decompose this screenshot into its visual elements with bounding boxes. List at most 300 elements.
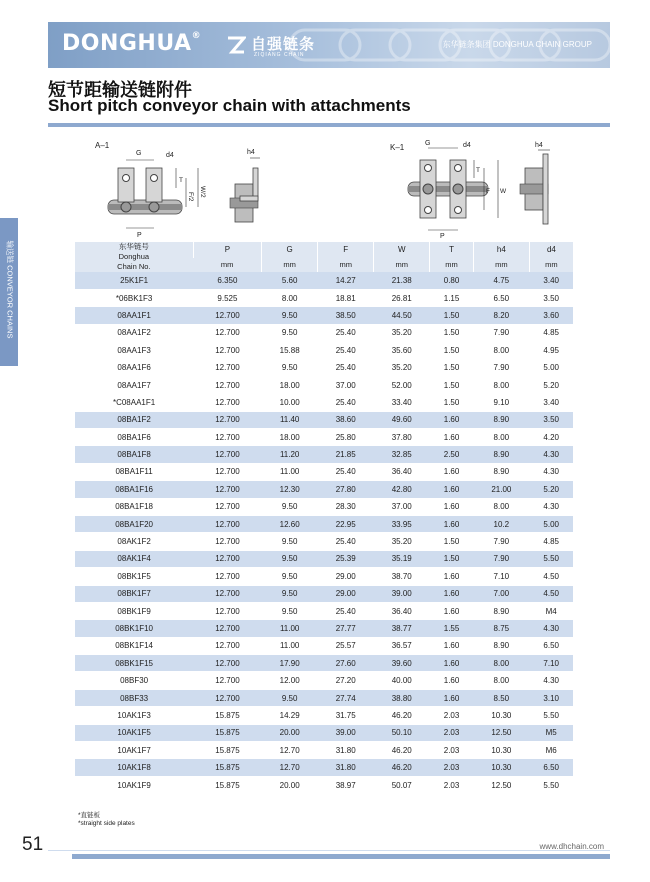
table-row <box>75 602 573 619</box>
table-row <box>75 707 573 724</box>
chain-no-cell: 08BF30 <box>75 672 193 689</box>
value-cell: 1.60 <box>430 655 474 672</box>
value-cell: 29.00 <box>318 585 374 602</box>
value-cell: 12.70 <box>262 742 318 759</box>
value-cell: 3.40 <box>529 394 573 411</box>
chain-no-cell: 08BA1F8 <box>75 446 193 463</box>
chain-no-cell: 08AK1F4 <box>75 550 193 567</box>
value-cell: 8.75 <box>473 620 529 637</box>
col-header: G <box>262 242 318 258</box>
value-cell: 10.2 <box>473 515 529 532</box>
chain-no-cell: 10AK1F8 <box>75 759 193 776</box>
value-cell: 4.30 <box>529 463 573 480</box>
value-cell: 3.50 <box>529 289 573 306</box>
value-cell: 21.38 <box>374 272 430 289</box>
value-cell: 50.07 <box>374 776 430 793</box>
value-cell: 8.90 <box>473 463 529 480</box>
table-row <box>75 289 573 306</box>
value-cell: 8.20 <box>473 307 529 324</box>
unit-cell: mm <box>220 260 234 270</box>
unit-cell: mm <box>430 258 474 272</box>
brand-chinese-name: 自强链条 <box>251 36 316 53</box>
value-cell: 9.50 <box>262 359 318 376</box>
value-cell: 1.50 <box>430 324 474 341</box>
value-cell: M6 <box>529 742 573 759</box>
chain-no-cell: 08AA1F6 <box>75 359 193 376</box>
value-cell: 3.10 <box>529 689 573 706</box>
chain-no-cell: 08BF33 <box>75 689 193 706</box>
table-row <box>75 585 573 602</box>
value-cell: 33.95 <box>374 515 430 532</box>
value-cell: 4.50 <box>529 568 573 585</box>
value-cell: 7.00 <box>473 585 529 602</box>
value-cell: M5 <box>529 724 573 741</box>
value-cell: 7.10 <box>473 568 529 585</box>
value-cell: 31.75 <box>318 707 374 724</box>
value-cell: 5.00 <box>529 515 573 532</box>
value-cell: 10.30 <box>473 759 529 776</box>
value-cell: 1.50 <box>430 342 474 359</box>
value-cell: 8.00 <box>473 672 529 689</box>
value-cell: 1.15 <box>430 289 474 306</box>
value-cell: 36.57 <box>374 637 430 654</box>
value-cell: 15.875 <box>193 776 261 793</box>
value-cell: 12.700 <box>193 463 261 480</box>
value-cell: 12.700 <box>193 429 261 446</box>
chain-no-cell: 08BK1F5 <box>75 568 193 585</box>
value-cell: 12.30 <box>262 481 318 498</box>
table-row <box>75 550 573 567</box>
value-cell: 12.700 <box>193 446 261 463</box>
value-cell: 12.700 <box>193 689 261 706</box>
value-cell: 1.60 <box>430 568 474 585</box>
value-cell: 5.50 <box>529 707 573 724</box>
value-cell: 1.50 <box>430 550 474 567</box>
value-cell: 38.97 <box>318 776 374 793</box>
unit-cell: mm <box>262 258 318 272</box>
value-cell: 4.30 <box>529 672 573 689</box>
value-cell: 27.20 <box>318 672 374 689</box>
value-cell: 12.700 <box>193 568 261 585</box>
col-header: h4 <box>473 242 529 258</box>
value-cell: 12.700 <box>193 637 261 654</box>
dim-t-right: T <box>476 167 480 174</box>
chain-no-cell: 25K1F1 <box>75 272 193 289</box>
value-cell: 7.90 <box>473 550 529 567</box>
table-row <box>75 463 573 480</box>
footnote-cn: *直链板 <box>78 812 101 819</box>
value-cell: 5.60 <box>262 272 318 289</box>
value-cell: 11.00 <box>262 463 318 480</box>
unit-cell: mm <box>473 258 529 272</box>
col-header: F <box>318 242 374 258</box>
table-row <box>75 637 573 654</box>
table-row <box>75 481 573 498</box>
value-cell: 11.00 <box>262 637 318 654</box>
table-row <box>75 689 573 706</box>
value-cell: 12.700 <box>193 481 261 498</box>
value-cell: 1.50 <box>430 533 474 550</box>
chain-no-cell: 08BK1F9 <box>75 602 193 619</box>
value-cell: 6.50 <box>529 637 573 654</box>
header-banner <box>48 22 610 68</box>
value-cell: 1.60 <box>430 602 474 619</box>
value-cell: 25.80 <box>318 429 374 446</box>
value-cell: 38.60 <box>318 411 374 428</box>
value-cell: 4.30 <box>529 498 573 515</box>
table-row <box>75 429 573 446</box>
value-cell: 3.60 <box>529 307 573 324</box>
table-row <box>75 498 573 515</box>
value-cell: 3.40 <box>529 272 573 289</box>
value-cell: 9.10 <box>473 394 529 411</box>
value-cell: 5.00 <box>529 359 573 376</box>
page-title-chinese: 短节距输送链附件 <box>48 80 192 101</box>
table-row <box>75 655 573 672</box>
value-cell: 5.20 <box>529 376 573 393</box>
value-cell: 9.50 <box>262 533 318 550</box>
table-row <box>75 672 573 689</box>
table-row <box>75 742 573 759</box>
footer-divider <box>48 850 610 851</box>
value-cell: 1.50 <box>430 394 474 411</box>
website-url: www.dhchain.com <box>539 842 604 851</box>
value-cell: 12.700 <box>193 672 261 689</box>
col-header: P <box>193 242 261 258</box>
chain-no-cell: 08BA1F6 <box>75 429 193 446</box>
value-cell: 27.60 <box>318 655 374 672</box>
value-cell: 10.00 <box>262 394 318 411</box>
value-cell: 42.80 <box>374 481 430 498</box>
value-cell: 18.00 <box>262 429 318 446</box>
value-cell: 12.00 <box>262 672 318 689</box>
value-cell: 4.95 <box>529 342 573 359</box>
brand-name: DONGHUA® <box>62 31 202 56</box>
dim-f-right: F <box>486 188 490 195</box>
chain-no-cell: 08BK1F7 <box>75 585 193 602</box>
value-cell: 8.00 <box>473 342 529 359</box>
value-cell: 8.50 <box>473 689 529 706</box>
table-row <box>75 568 573 585</box>
value-cell: 1.60 <box>430 411 474 428</box>
value-cell: 1.50 <box>430 376 474 393</box>
value-cell: 12.700 <box>193 307 261 324</box>
value-cell: 11.20 <box>262 446 318 463</box>
value-cell: 18.00 <box>262 376 318 393</box>
value-cell: 10.30 <box>473 742 529 759</box>
value-cell: 10.30 <box>473 707 529 724</box>
value-cell: 9.50 <box>262 550 318 567</box>
value-cell: 37.00 <box>318 376 374 393</box>
table-row <box>75 324 573 341</box>
table-row <box>75 307 573 324</box>
value-cell: 15.875 <box>193 724 261 741</box>
value-cell: 39.60 <box>374 655 430 672</box>
value-cell: 35.20 <box>374 324 430 341</box>
page-title-english: Short pitch conveyor chain with attachments <box>48 96 411 115</box>
value-cell: 14.27 <box>318 272 374 289</box>
value-cell: 38.80 <box>374 689 430 706</box>
unit-cell: mm <box>374 258 430 272</box>
value-cell: 1.60 <box>430 463 474 480</box>
value-cell: 12.700 <box>193 498 261 515</box>
dim-d4-right: d4 <box>463 142 471 149</box>
col-header: W <box>374 242 430 258</box>
value-cell: 1.60 <box>430 515 474 532</box>
chain-no-cell: 08AA1F1 <box>75 307 193 324</box>
value-cell: 4.30 <box>529 446 573 463</box>
value-cell: 21.00 <box>473 481 529 498</box>
attachment-diagrams <box>90 138 590 240</box>
value-cell: 2.03 <box>430 742 474 759</box>
table-row <box>75 376 573 393</box>
value-cell: 38.70 <box>374 568 430 585</box>
value-cell: 15.88 <box>262 342 318 359</box>
table-row <box>75 515 573 532</box>
value-cell: 2.03 <box>430 707 474 724</box>
value-cell: 27.77 <box>318 620 374 637</box>
value-cell: 12.60 <box>262 515 318 532</box>
value-cell: 35.19 <box>374 550 430 567</box>
dim-g-left: G <box>136 150 142 157</box>
value-cell: 25.40 <box>318 324 374 341</box>
chain-no-cell: 10AK1F3 <box>75 707 193 724</box>
col-chain-no: 东华链号 Donghua Chain No. <box>117 242 151 271</box>
value-cell: 25.40 <box>318 342 374 359</box>
side-category-tab <box>0 218 18 366</box>
chain-no-cell: 08BK1F14 <box>75 637 193 654</box>
chain-no-cell: 10AK1F9 <box>75 776 193 793</box>
value-cell: 15.875 <box>193 707 261 724</box>
value-cell: 25.39 <box>318 550 374 567</box>
value-cell: 17.90 <box>262 655 318 672</box>
value-cell: 9.50 <box>262 324 318 341</box>
value-cell: 1.60 <box>430 498 474 515</box>
value-cell: 2.50 <box>430 446 474 463</box>
dim-t-left: T <box>179 177 183 184</box>
dim-d4-left: d4 <box>166 152 174 159</box>
footer-bar <box>72 854 610 859</box>
table-row <box>75 411 573 428</box>
chain-no-cell: 08BA1F2 <box>75 411 193 428</box>
value-cell: 6.50 <box>473 289 529 306</box>
value-cell: M4 <box>529 602 573 619</box>
chain-no-cell: 10AK1F7 <box>75 742 193 759</box>
table-row <box>75 359 573 376</box>
dim-w-right: W <box>500 188 507 195</box>
value-cell: 1.60 <box>430 481 474 498</box>
value-cell: 7.90 <box>473 533 529 550</box>
chain-no-cell: 08BK1F10 <box>75 620 193 637</box>
value-cell: 4.75 <box>473 272 529 289</box>
table-row <box>75 759 573 776</box>
value-cell: 12.700 <box>193 620 261 637</box>
spec-table <box>75 242 573 794</box>
value-cell: 36.40 <box>374 602 430 619</box>
brand-subtitle: ZIQIANG CHAIN <box>254 52 305 58</box>
page-number: 51 <box>22 834 44 855</box>
value-cell: 31.80 <box>318 742 374 759</box>
value-cell: 25.40 <box>318 463 374 480</box>
value-cell: 28.30 <box>318 498 374 515</box>
value-cell: 29.00 <box>318 568 374 585</box>
chain-no-cell: 08BK1F15 <box>75 655 193 672</box>
chain-no-cell: 08AA1F2 <box>75 324 193 341</box>
value-cell: 0.80 <box>430 272 474 289</box>
footnote-en: *straight side plates <box>78 820 135 827</box>
value-cell: 8.00 <box>473 376 529 393</box>
value-cell: 38.50 <box>318 307 374 324</box>
diagram-k1-label: K–1 <box>390 143 405 152</box>
value-cell: 12.700 <box>193 324 261 341</box>
chain-no-cell: *C08AA1F1 <box>75 394 193 411</box>
value-cell: 4.85 <box>529 533 573 550</box>
value-cell: 9.50 <box>262 568 318 585</box>
value-cell: 1.50 <box>430 307 474 324</box>
chain-no-cell: *06BK1F3 <box>75 289 193 306</box>
spec-table-body <box>75 272 573 794</box>
value-cell: 46.20 <box>374 707 430 724</box>
chain-no-cell: 08BA1F11 <box>75 463 193 480</box>
value-cell: 8.90 <box>473 446 529 463</box>
value-cell: 12.700 <box>193 550 261 567</box>
value-cell: 25.40 <box>318 394 374 411</box>
value-cell: 12.700 <box>193 359 261 376</box>
value-cell: 8.90 <box>473 637 529 654</box>
value-cell: 12.700 <box>193 376 261 393</box>
value-cell: 49.60 <box>374 411 430 428</box>
value-cell: 25.40 <box>318 602 374 619</box>
value-cell: 11.00 <box>262 620 318 637</box>
value-cell: 46.20 <box>374 742 430 759</box>
value-cell: 18.81 <box>318 289 374 306</box>
value-cell: 15.875 <box>193 759 261 776</box>
value-cell: 35.20 <box>374 359 430 376</box>
value-cell: 6.50 <box>529 759 573 776</box>
value-cell: 33.40 <box>374 394 430 411</box>
value-cell: 25.57 <box>318 637 374 654</box>
value-cell: 9.50 <box>262 602 318 619</box>
value-cell: 25.40 <box>318 359 374 376</box>
value-cell: 36.40 <box>374 463 430 480</box>
table-row <box>75 446 573 463</box>
value-cell: 9.50 <box>262 498 318 515</box>
value-cell: 12.700 <box>193 655 261 672</box>
chain-no-cell: 08AA1F7 <box>75 376 193 393</box>
value-cell: 2.03 <box>430 759 474 776</box>
diagram-a1 <box>95 141 260 239</box>
value-cell: 35.60 <box>374 342 430 359</box>
value-cell: 20.00 <box>262 776 318 793</box>
value-cell: 35.20 <box>374 533 430 550</box>
value-cell: 44.50 <box>374 307 430 324</box>
value-cell: 31.80 <box>318 759 374 776</box>
value-cell: 22.95 <box>318 515 374 532</box>
dim-p-right: P <box>440 233 445 240</box>
table-row <box>75 724 573 741</box>
value-cell: 14.29 <box>262 707 318 724</box>
value-cell: 39.00 <box>374 585 430 602</box>
chain-no-cell: 10AK1F5 <box>75 724 193 741</box>
value-cell: 50.10 <box>374 724 430 741</box>
value-cell: 39.00 <box>318 724 374 741</box>
value-cell: 12.700 <box>193 602 261 619</box>
value-cell: 12.50 <box>473 776 529 793</box>
value-cell: 12.700 <box>193 515 261 532</box>
dim-g-right: G <box>425 140 431 147</box>
value-cell: 27.74 <box>318 689 374 706</box>
value-cell: 40.00 <box>374 672 430 689</box>
group-name: 东华链条集团 DONGHUA CHAIN GROUP <box>442 40 592 49</box>
value-cell: 7.10 <box>529 655 573 672</box>
diagram-a1-label: A–1 <box>95 141 110 150</box>
value-cell: 4.20 <box>529 429 573 446</box>
dim-p-left: P <box>137 232 142 239</box>
table-row <box>75 620 573 637</box>
value-cell: 12.700 <box>193 394 261 411</box>
title-divider <box>48 123 610 127</box>
value-cell: 32.85 <box>374 446 430 463</box>
value-cell: 4.50 <box>529 585 573 602</box>
value-cell: 12.700 <box>193 342 261 359</box>
value-cell: 8.00 <box>473 429 529 446</box>
value-cell: 52.00 <box>374 376 430 393</box>
value-cell: 1.60 <box>430 637 474 654</box>
value-cell: 6.350 <box>193 272 261 289</box>
unit-cell: mm <box>529 258 573 272</box>
dim-w2-left: W/2 <box>199 186 206 198</box>
value-cell: 46.20 <box>374 759 430 776</box>
value-cell: 7.90 <box>473 324 529 341</box>
value-cell: 12.700 <box>193 411 261 428</box>
col-header: T <box>430 242 474 258</box>
table-row <box>75 272 573 289</box>
value-cell: 7.90 <box>473 359 529 376</box>
value-cell: 12.70 <box>262 759 318 776</box>
value-cell: 9.50 <box>262 307 318 324</box>
col-header: d4 <box>529 242 573 258</box>
value-cell: 9.50 <box>262 585 318 602</box>
value-cell: 8.00 <box>262 289 318 306</box>
value-cell: 1.55 <box>430 620 474 637</box>
value-cell: 1.60 <box>430 689 474 706</box>
value-cell: 38.77 <box>374 620 430 637</box>
table-row <box>75 533 573 550</box>
value-cell: 2.03 <box>430 724 474 741</box>
value-cell: 11.40 <box>262 411 318 428</box>
dim-h4-right: h4 <box>535 142 543 149</box>
table-row <box>75 776 573 793</box>
unit-cell: mm <box>318 258 374 272</box>
value-cell: 12.700 <box>193 585 261 602</box>
chain-no-cell: 08BA1F18 <box>75 498 193 515</box>
footnotes <box>78 812 135 828</box>
value-cell: 9.50 <box>262 689 318 706</box>
value-cell: 5.50 <box>529 776 573 793</box>
value-cell: 1.60 <box>430 429 474 446</box>
diagram-k1 <box>390 140 550 240</box>
value-cell: 1.60 <box>430 672 474 689</box>
value-cell: 3.50 <box>529 411 573 428</box>
chain-no-cell: 08AK1F2 <box>75 533 193 550</box>
value-cell: 8.00 <box>473 498 529 515</box>
value-cell: 21.85 <box>318 446 374 463</box>
value-cell: 4.85 <box>529 324 573 341</box>
table-row <box>75 342 573 359</box>
value-cell: 5.50 <box>529 550 573 567</box>
value-cell: 20.00 <box>262 724 318 741</box>
value-cell: 9.525 <box>193 289 261 306</box>
